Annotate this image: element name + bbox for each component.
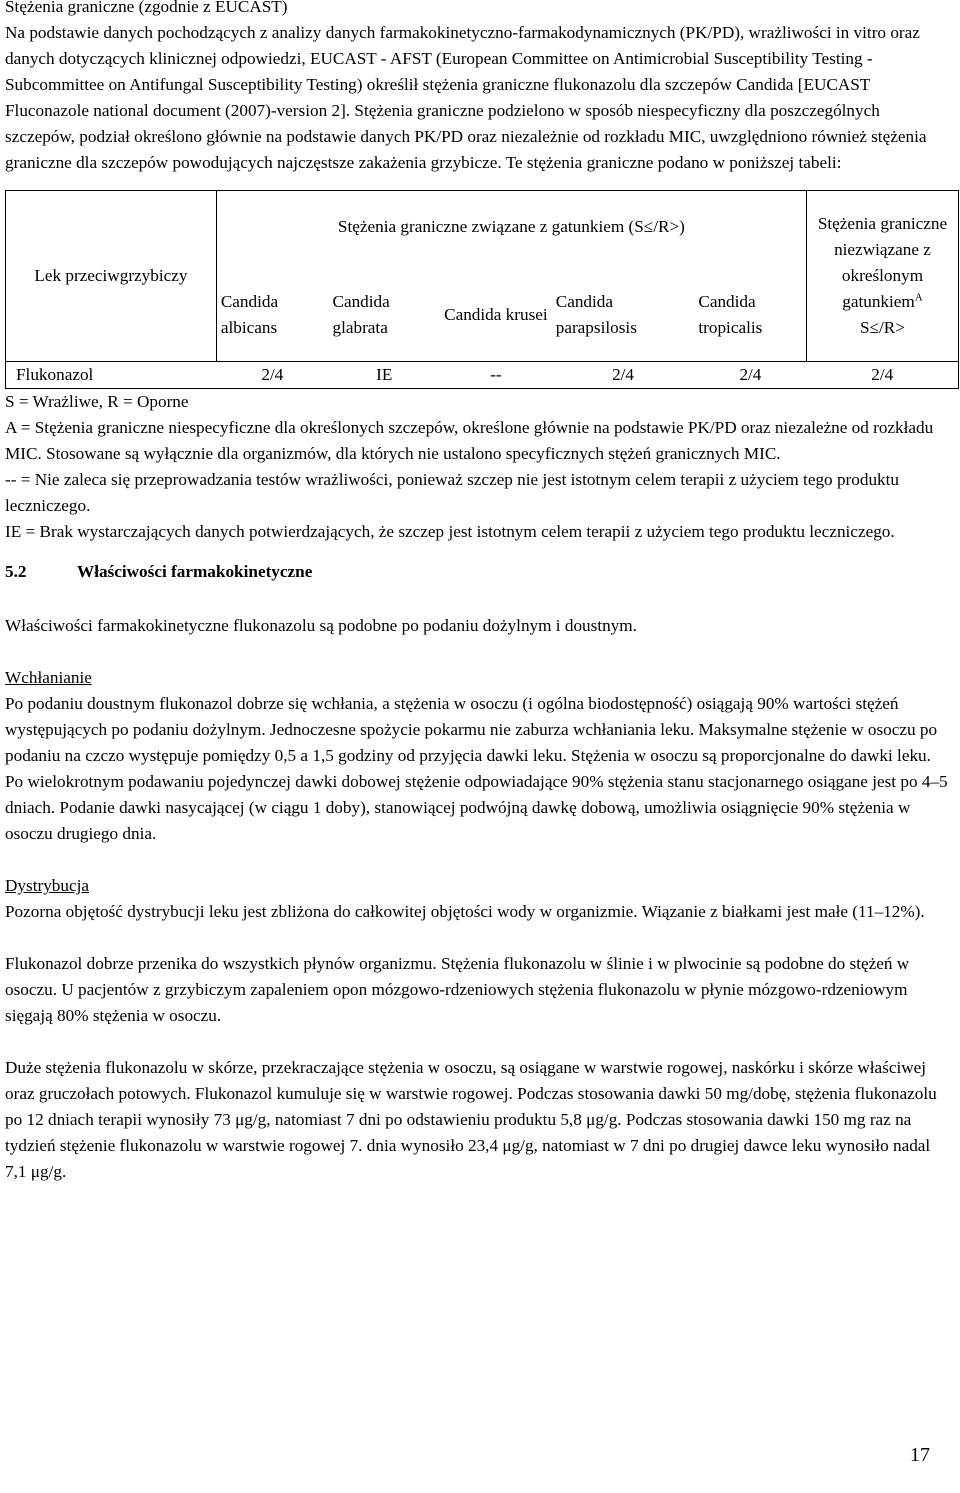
- header-nonspecific-text: Stężenia graniczne niezwiązane z określonym gatunkiem: [817, 214, 948, 311]
- header-species: Candida tropicalis: [698, 292, 763, 337]
- header-species: Candida parapsilosis: [555, 292, 637, 337]
- distribution-text: Pozorna objętość dystrybucji leku jest zbliżona do całkowitej objętości wody w organizmie. Wiązanie z białkami jest małe (11–12%).: [5, 902, 925, 921]
- row-value: 2/4: [216, 362, 328, 389]
- note: A = Stężenia graniczne niespecyficzne dla określonych szczepów, określone głównie na podstawie PK/PD oraz niezależne od rozkładu MIC. Stosowane są wyłącznie dla organizmów, dla których nie ustalono specyficznych stężeń granicznych MIC.: [5, 418, 934, 463]
- header-nonspecific: [807, 191, 959, 362]
- document-page: [5, 0, 953, 1185]
- row-drug: Flukonazol: [6, 362, 217, 389]
- breakpoints-table: [5, 190, 959, 389]
- distribution-heading: Dystrybucja: [5, 876, 90, 895]
- header-drug: Lek przeciwgrzybiczy: [6, 191, 217, 362]
- absorption-heading: Wchłanianie: [5, 668, 92, 687]
- subheading: Stężenia graniczne (zgodnie z EUCAST): [5, 0, 288, 16]
- pk-intro: Właściwości farmakokinetyczne flukonazolu są podobne po podaniu dożylnym i doustnym.: [5, 616, 637, 635]
- distribution-paragraph-2: Flukonazol dobrze przenika do wszystkich płynów organizmu. Stężenia flukonazolu w ślinie i w plwocinie są podobne do stężeń w osoczu. U pacjentów z grzybiczym zapaleniem opon mózgowo-rdzeniowych stężenia flukonazolu w płynie mózgowo-rdzeniowym sięgają 80% stężenia w osoczu.: [5, 954, 910, 1025]
- section-number: 5.2: [5, 562, 27, 581]
- row-value: 2/4: [694, 362, 806, 389]
- page-number: 17: [910, 1444, 930, 1466]
- row-value: --: [440, 362, 552, 389]
- row-value: 2/4: [807, 362, 959, 389]
- header-species: Candida albicans: [220, 292, 279, 337]
- intro-paragraph: Na podstawie danych pochodzących z analizy danych farmakokinetyczno-farmakodynamicznych (PK/PD), wrażliwości in vitro oraz danych dotyczących klinicznej odpowiedzi, EUCAST - AFST (European Committee on Antimicrobial Susceptibility Testing - Subcommittee on Antifungal Susceptibility Testing) określił stężenia graniczne flukonazolu dla szczepów Candida [EUCAST Fluconazole national document (2007)-version 2]. Stężenia graniczne podzielono w sposób niespecyficzny dla poszczególnych szczepów, podział określono głównie na podstawie danych PK/PD oraz niezależnie od rozkładu MIC, uwzględniono również stężenia graniczne dla szczepów powodujących najczęstsze zakażenia grzybicze. Te stężenia graniczne podano w poniższej tabeli:: [5, 23, 927, 172]
- section-heading: [5, 559, 953, 585]
- table-row: [6, 362, 959, 389]
- header-species: Candida glabrata: [332, 292, 390, 337]
- header-species: Candida krusei: [444, 305, 548, 324]
- row-value: 2/4: [552, 362, 695, 389]
- note: S = Wrażliwe, R = Oporne: [5, 392, 189, 411]
- section-title: Właściwości farmakokinetyczne: [77, 562, 313, 581]
- note: -- = Nie zaleca się przeprowadzania testów wrażliwości, ponieważ szczep nie jest istotnym celem terapii z użyciem tego produktu leczniczego.: [5, 470, 900, 515]
- distribution-paragraph-3: Duże stężenia flukonazolu w skórze, przekraczające stężenia w osoczu, są osiągane w warstwie rogowej, naskórku i skórze właściwej oraz gruczołach potowych. Flukonazol kumuluje się w warstwie rogowej. Podczas stosowania dawki 50 mg/dobę, stężenia flukonazolu po 12 dniach terapii wynosiły 73 μg/g, natomiast 7 dni po odstawieniu produktu 5,8 μg/g. Podczas stosowania dawki 150 mg raz na tydzień stężenie flukonazolu w warstwie rogowej 7. dnia wynosiło 23,4 μg/g, natomiast w 7 dni po drugiej dawce leku wynosiło nadal 7,1 μg/g.: [5, 1058, 937, 1181]
- header-nonspecific-sr: S≤/R>: [860, 318, 905, 337]
- row-value: IE: [328, 362, 440, 389]
- absorption-text: Po podaniu doustnym flukonazol dobrze się wchłania, a stężenia w osoczu (i ogólna biodostępność) osiągają 90% wartości stężeń występujących po podaniu dożylnym. Jednoczesne spożycie pokarmu nie zaburza wchłaniania leku. Maksymalne stężenie w osoczu po podaniu na czczo występuje pomiędzy 0,5 a 1,5 godziny od przyjęcia dawki leku. Stężenia w osoczu są proporcjonalne do dawki leku. Po wielokrotnym podawaniu pojedynczej dawki dobowej stężenie odpowiadające 90% stężenia stanu stacjonarnego osiągane jest po 4–5 dniach. Podanie dawki nasycającej (w ciągu 1 doby), stanowiącej podwójną dawkę dobową, umożliwia osiągnięcie 90% stężenia w osoczu drugiego dnia.: [5, 694, 948, 843]
- header-nonspecific-sup: A: [914, 291, 923, 304]
- note: IE = Brak wystarczających danych potwierdzających, że szczep jest istotnym celem terapii z użyciem tego produktu leczniczego.: [5, 522, 895, 541]
- header-species-group: Stężenia graniczne związane z gatunkiem (S≤/R>): [216, 191, 806, 264]
